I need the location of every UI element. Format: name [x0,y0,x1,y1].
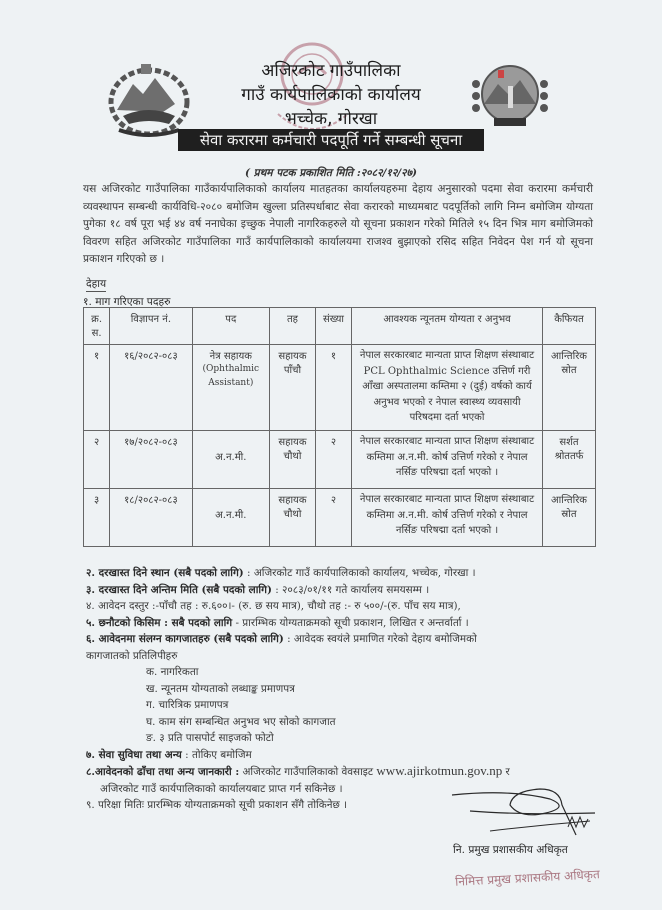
header-adv-no: विज्ञापन नं. [110,308,192,345]
cell-count: २ [315,431,351,489]
notice-items [86,565,606,814]
item-selection-type: ५. छनौटको किसिम : सबै पदको लागि - प्रारम्भिक योग्यताक्रमको सूची प्रकाशन, लिखित र अन्तर्वार्ता । [86,616,469,629]
header-remark: कैफियत [543,308,596,345]
header-post: पद [192,308,269,345]
table-row [84,431,596,489]
table-header-row [84,308,596,345]
cell-remark: आन्तिरिक स्रोत [543,489,596,547]
cell-post [192,345,269,431]
document-item: ग. चारित्रिक प्रमाणपत्र [146,699,229,711]
dehaya-label: देहाय [86,278,107,290]
item-deadline: ३. दरखास्त दिने अन्तिम मिति (सबै पदको लागि) : २०८३/०१/११ गते कार्यालय समयसम्म । [86,583,430,596]
cell-level: सहायक पाँचौ [270,345,316,431]
cell-qualification: नेपाल सरकारबाट मान्यता प्राप्त शिक्षण संस्थाबाट कम्तिमा अ.न.मी. कोर्ष उत्तिर्ण गरेको र नेपाल नर्सिङ परिषद्मा दर्ता भएको । [352,489,543,547]
signature-icon [450,785,600,840]
post-name-english: (Ophthalmic Assistant) [202,364,260,388]
cell-serial: १ [84,345,110,431]
post-name: नेत्र सहायक [209,351,252,362]
website-link[interactable]: www.ajirkotmun.gov.np [376,763,503,778]
cell-level: सहायक चौथो [270,431,316,489]
item-form-info-cont: अजिरकोट गाउँ कार्यपालिकाको कार्यालयबाट प्राप्त गर्न सकिनेछ । [100,782,343,795]
cell-level: सहायक चौथो [270,489,316,547]
cell-remark: सर्शत श्रोततर्फ [543,431,596,489]
cell-post: अ.न.मी. [192,489,269,547]
office-name: गाउँ कार्यपालिकाको कार्यालय [241,85,421,105]
cell-post: अ.न.मी. [192,431,269,489]
municipality-name: अजिरकोट गाउँपालिका [261,61,401,81]
section-title-posts: १. माग गरिएका पदहरु [83,296,171,308]
signatory-title: नि. प्रमुख प्रशासकीय अधिकृत [453,844,568,856]
item-attached-documents-cont: कागजातको प्रतिलिपीहरु [86,649,178,662]
cell-qualification: नेपाल सरकारबाट मान्यता प्राप्त शिक्षण संस्थाबाट कम्तिमा अ.न.मी. कोर्ष उत्तिर्ण गरेको र नेपाल नर्सिङ परिषद्मा दर्ता भएको । [352,431,543,489]
header-qualification: आवश्यक न्यूनतम योग्यता र अनुभव [352,308,543,345]
item-facilities: ७. सेवा सुविधा तथा अन्य : तोकिए बमोजिम [86,748,252,761]
office-address: भच्चेक, गोरखा [284,109,378,129]
cell-adv-no: १८/२०८२-०८३ [110,489,192,547]
cell-qualification: नेपाल सरकारबाट मान्यता प्राप्त शिक्षण संस्थाबाट PCL Ophthalmic Science उत्तिर्ण गरी आँखा अस्पतालमा कम्तिमा २ (दुई) वर्षको कार्य अनुभव भएको र नेपाल स्वास्थ्य व्यवसायी परिषदमा दर्ता भएको [352,345,543,431]
document-item: ख. न्यूनतम योग्यताको लब्धाङ्क प्रमाणपत्र [146,682,295,695]
item-attached-documents: ६. आवेदनमा संलग्न कागजातहरु (सबै पदको लागि) : आवेदक स्वयंले प्रमाणित गरेको देहाय बमोजिमको [86,633,477,645]
posts-table [83,307,596,547]
cell-adv-no: १७/२०८२-०८३ [110,431,192,489]
cell-adv-no: १६/२०८२-०८३ [110,345,192,431]
document-item: घ. काम संग सम्बन्धित अनुभव भए सोको कागजात [146,715,336,728]
notice-title: सेवा करारमा कर्मचारी पदपूर्ति गर्ने सम्बन्धी सूचना [178,129,484,151]
cell-count: १ [315,345,351,431]
item-application-place: २. दरखास्त दिने स्थान (सबै पदको लागि) : अजिरकोट गाउँ कार्यपालिकाको कार्यालय, भच्चेक, गोरखा । [86,567,476,579]
table-row [84,345,596,431]
header-serial: क्र. स. [84,308,110,345]
item-application-fee: ४. आवेदन दस्तुर :-पाँचौ तह : रु.६००।- (रु. छ सय मात्र), चौथो तह :- रु ५००/-(रु. पाँच सय मात्र), [86,600,461,612]
published-date: ( प्रथम पटक प्रकाशित मिति :२०८२/१२/२७) [244,167,418,179]
cell-serial: ३ [84,489,110,547]
cell-serial: २ [84,431,110,489]
cell-remark: आन्तिरिक स्रोत [543,345,596,431]
intro-paragraph: यस अजिरकोट गाउँपालिका गाउँकार्यपालिकाको कार्यालय मातहतका कार्यालयहरुमा देहाय अनुसारको पदमा सेवा करारमा कर्मचारी व्यवस्थापन सम्बन्धी कार्यविधि-२०८० बमोजिम खुल्ला प्रतिस्पर्धाबाट सेवा करारको माध्यमबाट पदपूर्तिको लागि निम्न बमोजिम योग्यता पुगेका १८ वर्ष पूरा भई ४४ वर्ष ननाघेका इच्छुक नेपाली नागरिकहरुले यो सूचना प्रकाशन गरेको मितिले १५ दिन भित्र माग बमोजिमको विवरण सहित अजिरकोट गाउँपालिका गाउँ कार्यपालिकाको कार्यालयमा राजश्व बुझाएको रसिद सहित निवेदन पेश गर्न यो सूचना प्रकाशन गरिएको छ । [83,183,593,265]
header-count: संख्या [315,308,351,345]
cell-count: २ [315,489,351,547]
header-level: तह [270,308,316,345]
item-form-info: ८.आवेदनको ढाँचा तथा अन्य जानकारी : अजिरकोट गाउँपालिकाको वेवसाइट www.ajirkotmun.gov.np र [86,763,510,778]
document-item: ङ. ३ प्रति पासपोर्ट साइजको फोटो [146,732,274,744]
table-row [84,489,596,547]
official-stamp-text: निमित्त प्रमुख प्रशासकीय अधिकृत [454,867,601,889]
item-exam-date: ९. परिक्षा मितिः प्रारम्भिक योग्यताक्रमको सूची प्रकाशन सँगै तोकिनेछ । [86,799,347,811]
document-item: क. नागरिकता [146,666,199,678]
